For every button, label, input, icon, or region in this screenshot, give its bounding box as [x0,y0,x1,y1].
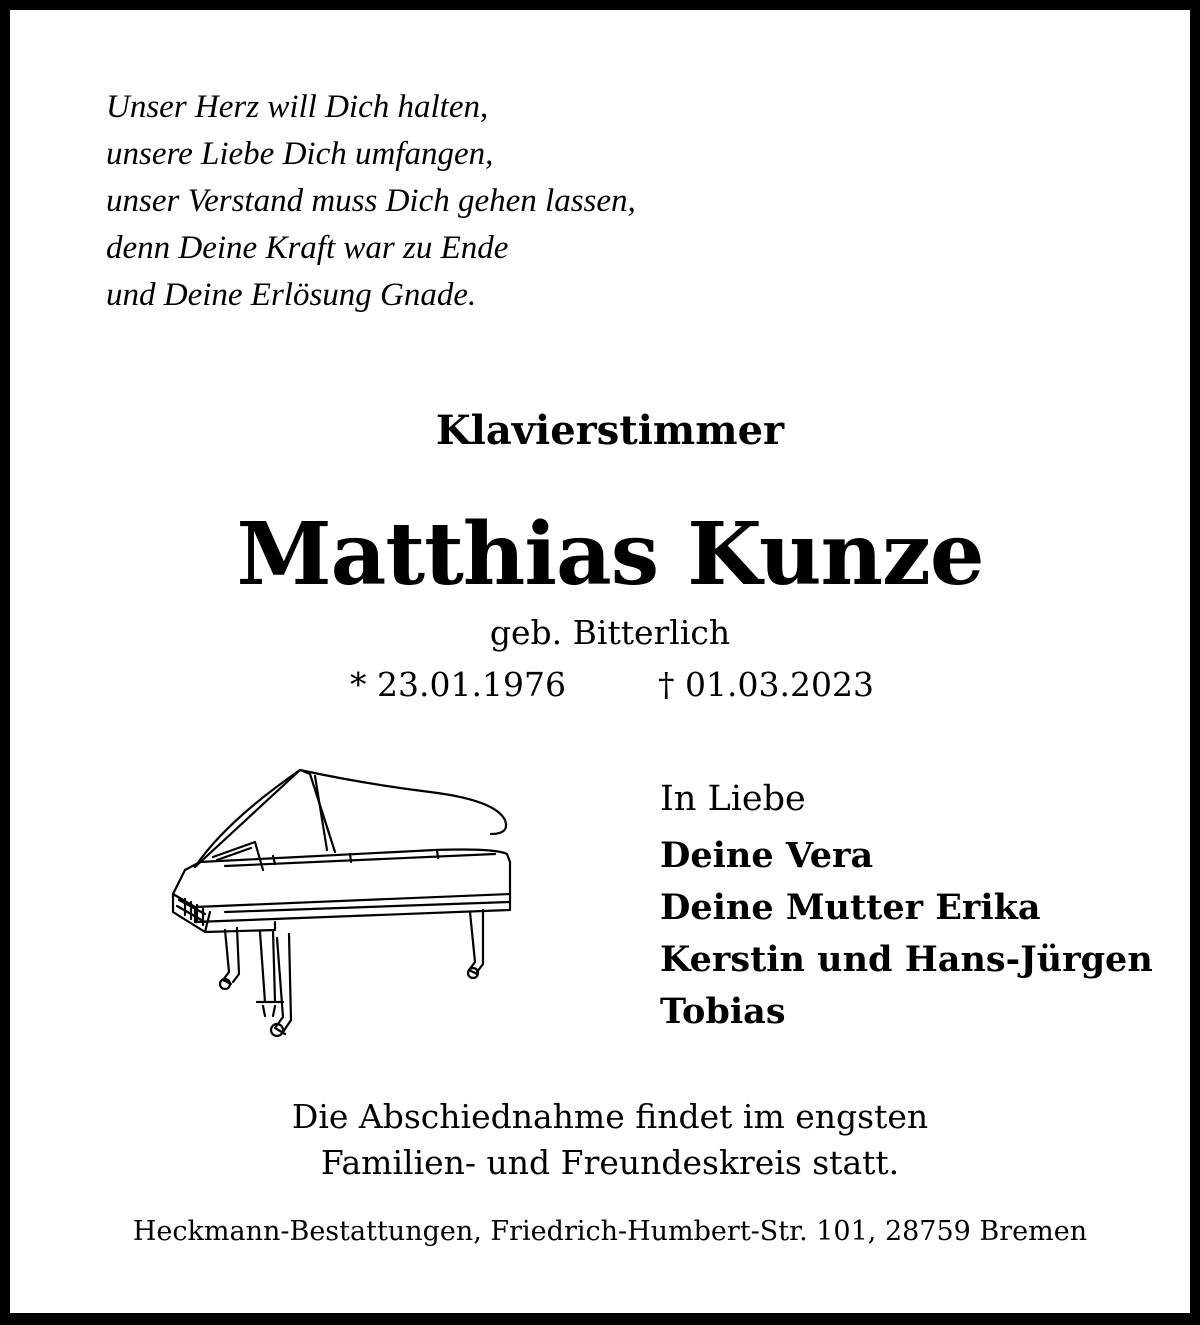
family-list [660,774,1153,1038]
deceased-name: Matthias Kunze [236,504,984,605]
family-intro: In Liebe [660,779,806,819]
poem-line: denn Deine Kraft war zu Ende [106,230,509,266]
birth-date: * 23.01.1976 [350,665,566,704]
poem-line: und Deine Erlösung Gnade. [106,277,477,313]
poem-line: Unser Herz will Dich halten, [106,89,489,125]
poem-line: unser Verstand muss Dich gehen lassen, [106,183,636,219]
farewell-notice [10,1094,1200,1186]
poem-line: unsere Liebe Dich umfangen, [106,136,494,172]
notice-line: Die Abschiednahme findet im engsten [291,1097,929,1136]
birth-name: geb. Bitterlich [489,613,731,652]
profession: Klavierstimmer [435,407,785,454]
funeral-home: Heckmann-Bestattungen, Friedrich-Humbert-Str. 101, 28759 Bremen [132,1216,1088,1247]
poem [106,84,636,319]
grand-piano-icon [165,762,520,1047]
family-member: Deine Mutter Erika [660,887,1041,928]
family-member: Tobias [660,991,786,1032]
family-member: Deine Vera [660,835,874,876]
family-member: Kerstin und Hans-Jürgen [660,939,1153,980]
notice-line: Familien- und Freundeskreis statt. [320,1143,900,1182]
death-date: † 01.03.2023 [658,665,874,704]
